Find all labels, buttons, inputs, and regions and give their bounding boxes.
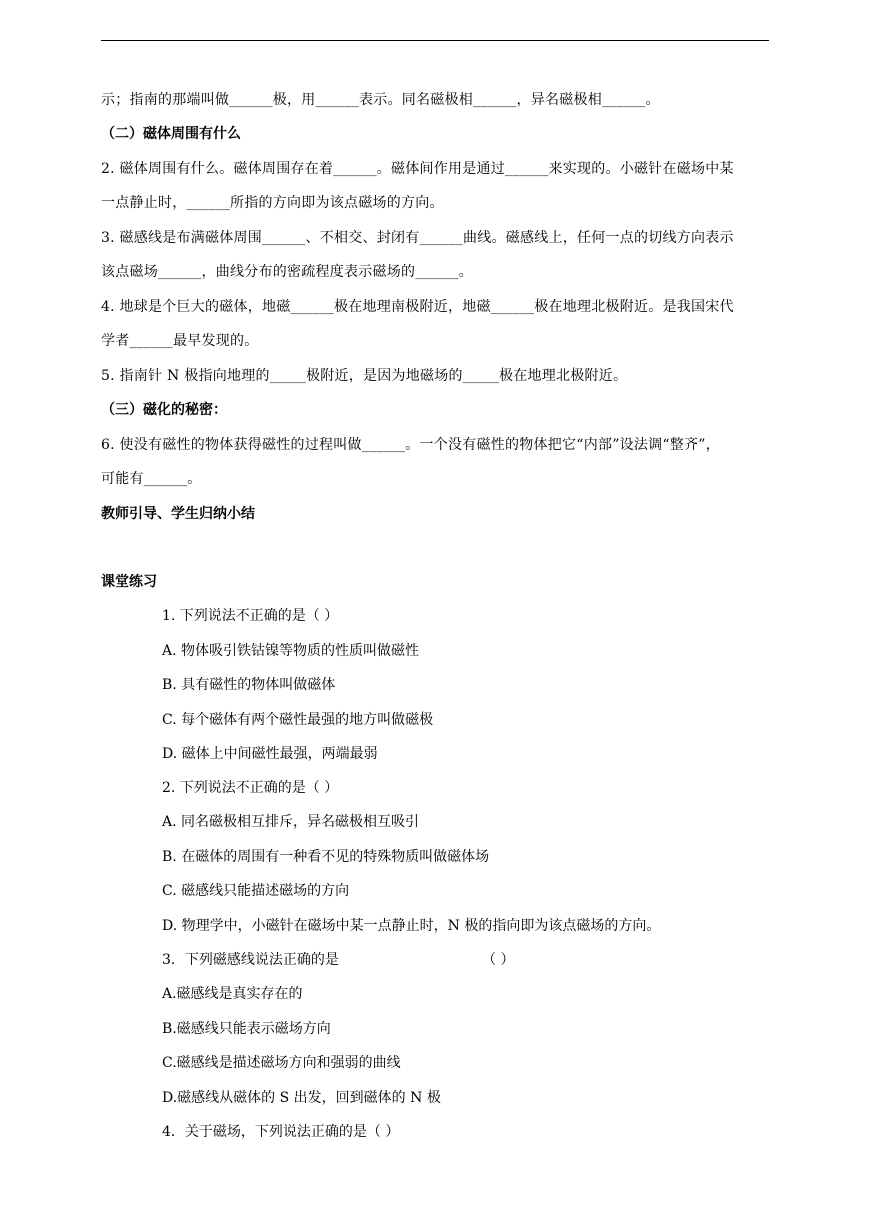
text-line: 2. 磁体周围有什么。磁体周围存在着______。磁体间作用是通过______来实现的。小磁针在磁场中某 [101,161,734,177]
text-line: 3. 磁感线是布满磁体周围______、不相交、封闭有______曲线。磁感线上，任何一点的切线方向表示 [101,230,734,246]
question-option: C.磁感线是描述磁场方向和强弱的曲线 [162,1055,401,1071]
question-option: D. 物理学中，小磁针在磁场中某一点静止时，N 极的指向即为该点磁场的方向。 [162,918,661,934]
question-option: D. 磁体上中间磁性最强，两端最弱 [162,746,378,762]
section-heading: （二）磁体周围有什么 [101,126,241,142]
question-option: A. 同名磁极相互排斥，异名磁极相互吸引 [162,814,420,830]
summary-heading: 教师引导、学生归纳小结 [101,506,255,522]
question-stem: 2. 下列说法不正确的是（ ） [162,780,339,796]
question-option: D.磁感线从磁体的 S 出发，回到磁体的 N 极 [162,1090,441,1106]
text-line: 示；指南的那端叫做______极，用______表示。同名磁极相______，异名磁极相______。 [101,92,660,108]
answer-paren: （ ） [482,952,515,968]
section-heading: （三）磁化的秘密： [101,402,227,418]
question-option: A. 物体吸引铁钴镍等物质的性质叫做磁性 [162,643,420,659]
text-line: 6. 使没有磁性的物体获得磁性的过程叫做______。一个没有磁性的物体把它“内部”设法调“整齐”， [101,437,720,453]
question-stem: 4．关于磁场，下列说法正确的是（ ） [162,1124,400,1140]
question-option: B. 在磁体的周围有一种看不见的特殊物质叫做磁体场 [162,849,490,865]
question-option: A.磁感线是真实存在的 [162,986,303,1002]
text-line: 学者______最早发现的。 [101,333,259,349]
question-option: B.磁感线只能表示磁场方向 [162,1021,331,1037]
question-stem: 3．下列磁感线说法正确的是 [162,952,339,968]
text-line: 一点静止时，______所指的方向即为该点磁场的方向。 [101,195,444,211]
text-line: 该点磁场______，曲线分布的密疏程度表示磁场的______。 [101,264,473,280]
text-line: 5. 指南针 N 极指向地理的_____极附近，是因为地磁场的_____极在地理北极附近。 [101,368,628,384]
text-line: 4. 地球是个巨大的磁体，地磁______极在地理南极附近，地磁______极在地理北极附近。是我国宋代 [101,299,734,315]
question-option: C. 每个磁体有两个磁性最强的地方叫做磁极 [162,712,434,728]
question-option: C. 磁感线只能描述磁场的方向 [162,883,350,899]
text-line: 可能有______。 [101,471,202,487]
question-option: B. 具有磁性的物体叫做磁体 [162,677,336,693]
question-stem: 1. 下列说法不正确的是（ ） [162,608,339,624]
header-rule [101,40,769,41]
exercise-heading: 课堂练习 [101,574,157,590]
